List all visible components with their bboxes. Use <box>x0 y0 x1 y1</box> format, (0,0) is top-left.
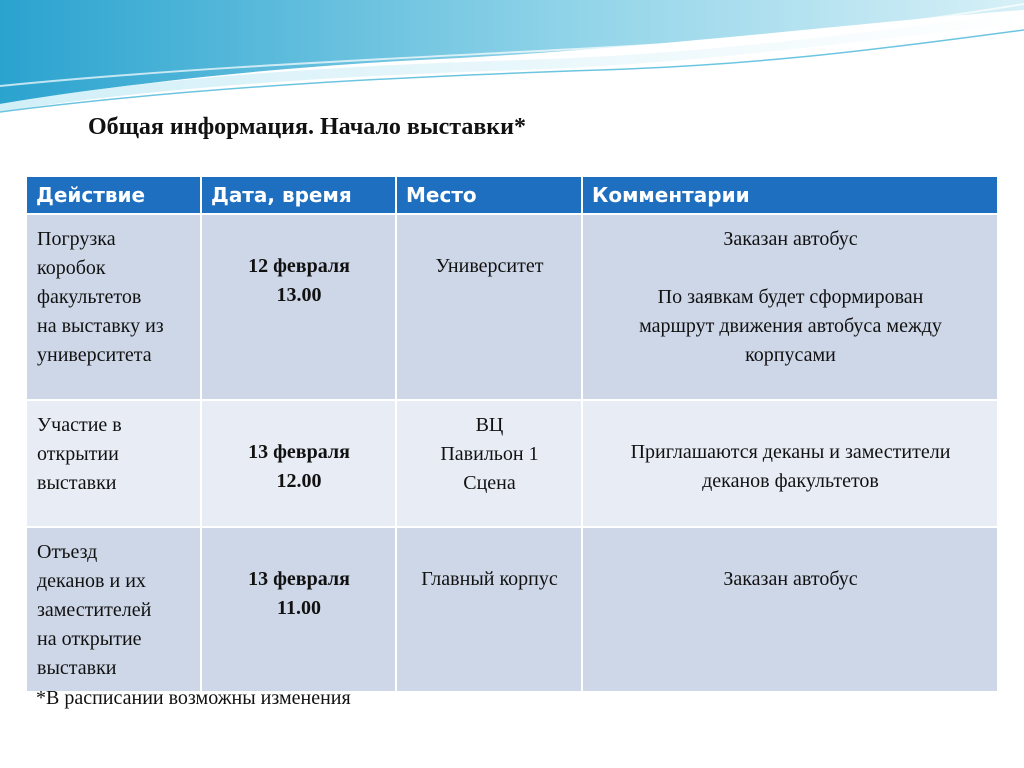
datetime-cell <box>201 400 396 527</box>
table-row <box>26 527 998 692</box>
datetime-cell <box>201 527 396 692</box>
action-line: факультетов <box>37 286 142 308</box>
action-line: Участие в <box>37 414 122 436</box>
comment-cell <box>582 527 998 692</box>
action-cell <box>26 527 201 692</box>
table-header-row <box>26 176 998 214</box>
table-row <box>26 400 998 527</box>
header-datetime: Дата, время <box>201 176 396 214</box>
date-text: 13 февраля <box>248 441 350 463</box>
place-cell <box>396 214 582 400</box>
header-comments: Комментарии <box>582 176 998 214</box>
place-line: Университет <box>435 255 544 277</box>
decorative-wave-banner <box>0 0 1024 120</box>
comment-cell <box>582 214 998 400</box>
action-cell <box>26 400 201 527</box>
action-line: на открытие <box>37 628 142 650</box>
action-line: на выставку из <box>37 315 164 337</box>
place-line: Сцена <box>463 472 516 494</box>
date-text: 13 февраля <box>248 568 350 590</box>
schedule-footnote: *В расписании возможны изменения <box>36 687 351 709</box>
place-cell <box>396 400 582 527</box>
action-line: университета <box>37 344 152 366</box>
date-text: 12 февраля <box>248 255 350 277</box>
action-cell <box>26 214 201 400</box>
action-line: открытии <box>37 443 119 465</box>
datetime-cell <box>201 214 396 400</box>
table-row <box>26 214 998 400</box>
comment-line: Заказан автобус <box>723 568 858 590</box>
comment-line: По заявкам будет сформирован <box>657 286 924 308</box>
action-line: Погрузка <box>37 228 116 250</box>
place-line: Павильон 1 <box>440 443 539 465</box>
place-line: ВЦ <box>475 414 504 436</box>
comment-line: Приглашаются деканы и заместители <box>630 441 951 463</box>
comment-cell <box>582 400 998 527</box>
header-place: Место <box>396 176 582 214</box>
action-line: деканов и их <box>37 570 146 592</box>
comment-line: маршрут движения автобуса между <box>639 315 942 337</box>
schedule-table <box>25 175 999 693</box>
time-text: 12.00 <box>276 470 322 492</box>
action-line: Отъезд <box>37 541 98 563</box>
action-line: выставки <box>37 657 117 679</box>
action-line: коробок <box>37 257 106 279</box>
time-text: 11.00 <box>277 597 321 619</box>
comment-line: Заказан автобус <box>723 228 858 250</box>
action-line: выставки <box>37 472 117 494</box>
header-action: Действие <box>26 176 201 214</box>
comment-line: деканов факультетов <box>702 470 879 492</box>
slide-title: Общая информация. Начало выставки* <box>88 114 526 140</box>
action-line: заместителей <box>37 599 152 621</box>
time-text: 13.00 <box>276 284 322 306</box>
comment-spacer <box>593 254 988 283</box>
comment-line: корпусами <box>745 344 836 366</box>
place-line: Главный корпус <box>421 568 558 590</box>
place-cell <box>396 527 582 692</box>
